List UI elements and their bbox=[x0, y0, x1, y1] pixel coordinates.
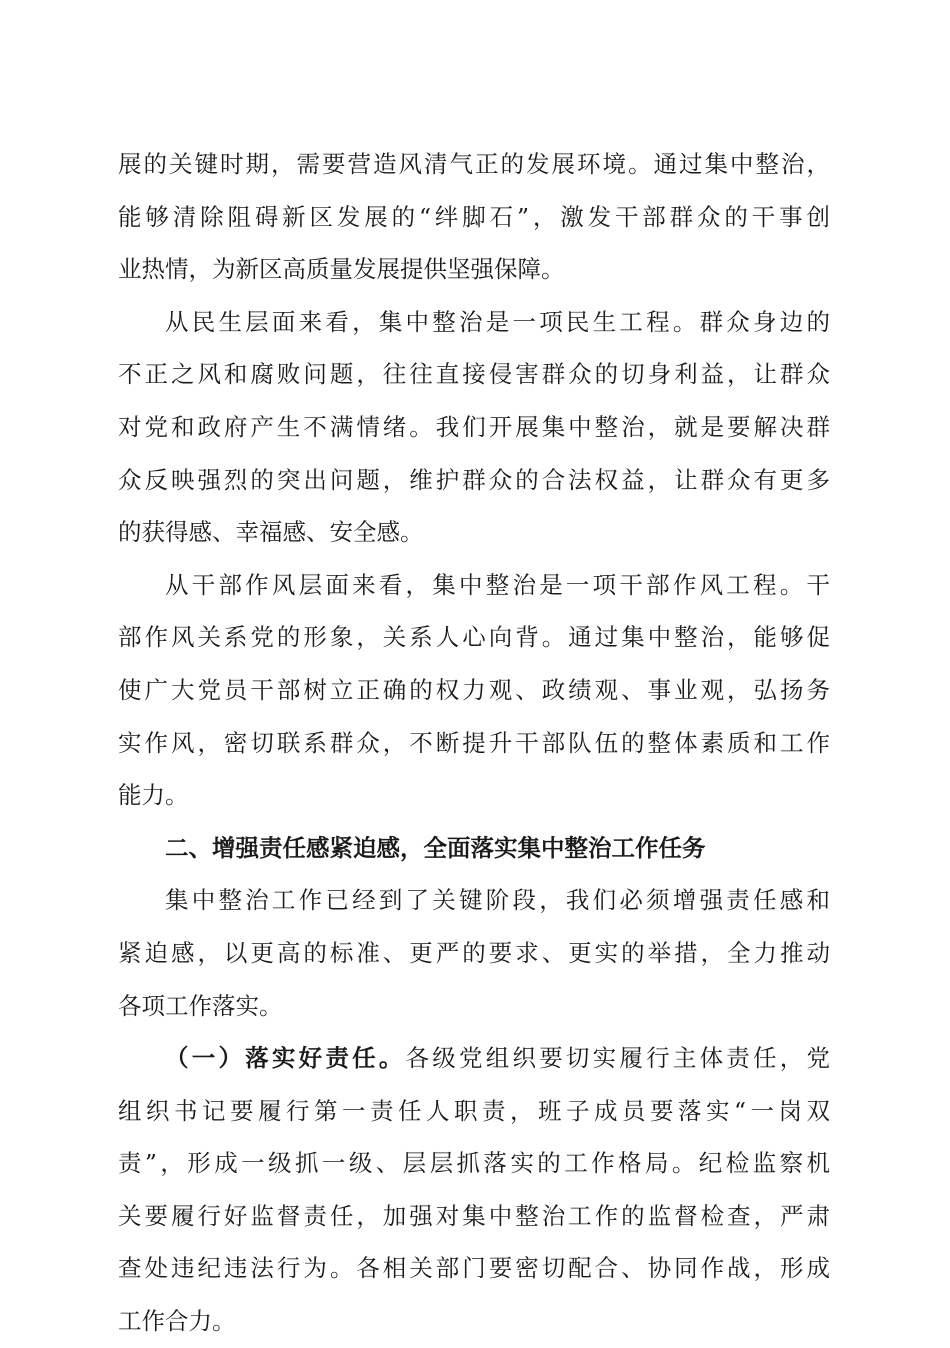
paragraph-line: 各项工作落实。 bbox=[118, 991, 283, 1020]
paragraph-line: 从干部作风层面来看，集中整治是一项干部作风工程。干 bbox=[165, 570, 830, 599]
paragraph-line: 能够清除阻碍新区发展的“绊脚石”，激发干部群众的干事创 bbox=[118, 202, 830, 231]
paragraph-line: 查处违纪违法行为。各相关部门要密切配合、协同作战，形成 bbox=[118, 1254, 830, 1283]
paragraph-line: 业热情，为新区高质量发展提供坚强保障。 bbox=[118, 255, 565, 284]
section-heading: 二、增强责任感紧迫感，全面落实集中整治工作任务 bbox=[165, 833, 706, 862]
paragraph-line: 展的关键时期，需要营造风清气正的发展环境。通过集中整治， bbox=[118, 150, 830, 178]
paragraph-line: 组织书记要履行第一责任人职责，班子成员要落实“一岗双 bbox=[118, 1096, 830, 1125]
subsection-lead: （一）落实好责任。 bbox=[165, 1044, 406, 1073]
paragraph-line: 责”，形成一级抓一级、层层抓落实的工作格局。纪检监察机 bbox=[118, 1149, 830, 1178]
paragraph-line: 部作风关系党的形象，关系人心向背。通过集中整治，能够促 bbox=[118, 623, 830, 652]
paragraph-line: 对党和政府产生不满情绪。我们开展集中整治，就是要解决群 bbox=[118, 412, 830, 441]
paragraph-line: 紧迫感，以更高的标准、更严的要求、更实的举措，全力推动 bbox=[118, 938, 830, 967]
paragraph-line: 众反映强烈的突出问题，维护群众的合法权益，让群众有更多 bbox=[118, 465, 830, 494]
paragraph-line: 的获得感、幸福感、安全感。 bbox=[118, 518, 424, 547]
paragraph-line: 能力。 bbox=[118, 781, 189, 810]
paragraph-text: 各级党组织要切实履行主体责任，党 bbox=[405, 1044, 830, 1073]
paragraph-line: 不正之风和腐败问题，往往直接侵害群众的切身利益，让群众 bbox=[118, 360, 830, 389]
paragraph-line: 实作风，密切联系群众，不断提升干部队伍的整体素质和工作 bbox=[118, 728, 830, 757]
paragraph-line: 关要履行好监督责任，加强对集中整治工作的监督检查，严肃 bbox=[118, 1201, 830, 1230]
paragraph-line: 使广大党员干部树立正确的权力观、政绩观、事业观，弘扬务 bbox=[118, 675, 830, 704]
paragraph-line: 集中整治工作已经到了关键阶段，我们必须增强责任感和 bbox=[165, 886, 830, 915]
paragraph-line: 从民生层面来看，集中整治是一项民生工程。群众身边的 bbox=[165, 307, 830, 336]
paragraph-line bbox=[118, 1032, 830, 1085]
document-page bbox=[118, 138, 830, 1348]
paragraph-line: 工作合力。 bbox=[118, 1307, 236, 1336]
